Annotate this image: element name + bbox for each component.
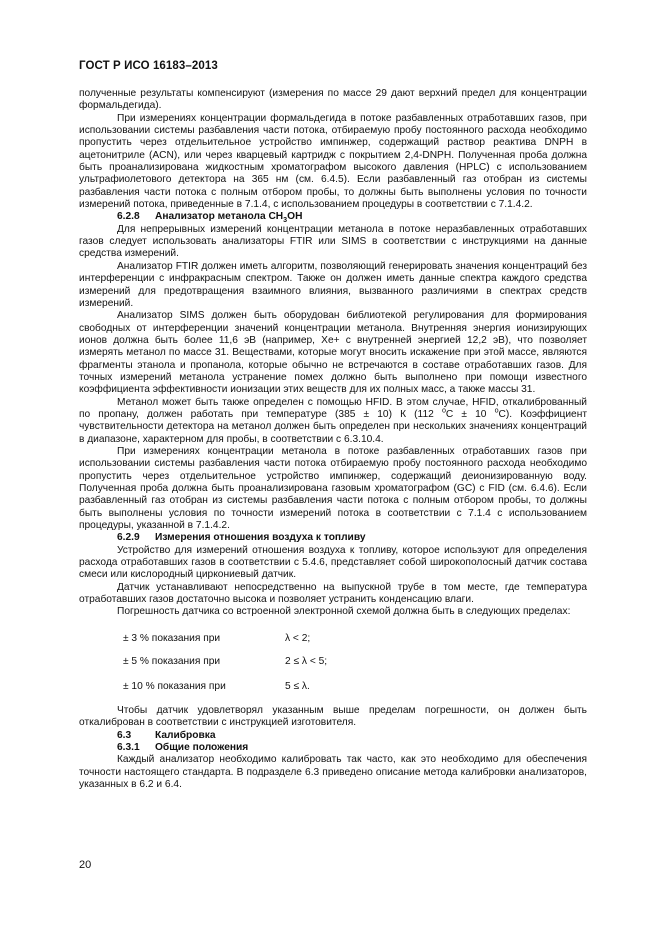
paragraph: Анализатор SIMS должен быть оборудован библиотекой регулирования для формирования свободных от интерференции значений концентрации метанола. Внутренняя энергия ионизирующих ионов должна быть более 11,6 эВ (например, Xe+ с внутренней энергией 12,2 эВ), что позволяет измерять метанол по массе 31. Веществами, которые могут вносить искажение при этой массе, являются фрагменты этанола и пропанола, которые обычно не встречаются в составе отработавших газов. Для точных измерений метанола устранение помех должно быть выполнено при помощи известного коэффициента эффективности ионизации этих веществ для их полных масс, а также массы 31.	[79, 310, 587, 396]
accuracy-condition: λ < 2;	[285, 632, 311, 644]
paragraph: Метанол может быть также определен с помощью HFID. В этом случае, HFID, откалиброванный по пропану, должен работать при температуре (385 ± 10) К (112 $^o$C ± 10 $^o$C). Коэффициент чувствительности детектора на метанол должен быть определен при нескольких значениях концентраций в диапазоне, характерном для пробы, в соответствии с 6.3.10.4.	[79, 396, 587, 445]
section-heading-6-3-1	[79, 742, 587, 754]
section-number: 6.2.9	[117, 532, 140, 544]
paragraph: Чтобы датчик удовлетворял указанным выше пределам погрешности, он должен быть откалиброван в соответствии с инструкцией изготовителя.	[79, 704, 587, 729]
accuracy-row	[79, 656, 587, 668]
document-body	[79, 88, 587, 791]
accuracy-condition: 5 ≤ λ.	[285, 681, 310, 693]
paragraph: При измерениях концентрации формальдегида в потоке разбавленных отработавших газов, при использовании системы разбавления части потока, отбираемую пробу постоянного расхода необходимо пропустить через отдельительное устройство импинжер, содержащий раствор реактива DNPH в ацетонитриле (ACN), или через кварцевый картридж с покрытием 2,4-DNPH. Полученная проба должна быть проанализирована жидкостным хроматографом высокого давления (HPLC) с использованием ультрафиолетового детектора на 365 нм (см. 6.4.5). Если разбавленный газ отобран из системы разбавления части потока с полным отбором пробы, то должны быть выполнены условия по точности измерений потока, приведенные в 7.1.4, с использованием процедуры в соответствии с 7.1.4.2.	[79, 112, 587, 211]
accuracy-row	[79, 681, 587, 693]
section-title: Измерения отношения воздуха к топливу	[155, 532, 366, 544]
accuracy-row	[79, 633, 587, 645]
section-number: 6.3.1	[117, 741, 140, 753]
paragraph: При измерениях концентрации метанола в потоке разбавленных отработавших газов при использовании системы разбавления части потока отбираемую пробу постоянного расхода необходимо пропустить через отдельительное устройство импинжер, содержащий деионизированную воду. Полученная проба должна быть проанализирована газовым хроматографом (GC) с FID (см. 6.4.6). Если разбавленный газ отобран из системы разбавления части потока с полным отбором пробы, то должны быть выполнены условия по точности измерений потока в соответствии с 7.1.4 с использованием процедуры, указанной в 7.1.4.2.	[79, 445, 587, 532]
section-number: 6.2.8	[117, 211, 140, 223]
paragraph: Каждый анализатор необходимо калибровать так часто, как это необходимо для обеспечения точности настоящего стандарта. В подразделе 6.3 приведено описание метода калибровки анализаторов, указанных в 6.2 и 6.4.	[79, 754, 587, 790]
paragraph: Погрешность датчика со встроенной электронной схемой должна быть в следующих пределах:	[117, 606, 571, 618]
accuracy-value: ± 5 % показания при	[123, 656, 221, 668]
section-heading-6-2-8	[79, 211, 587, 223]
accuracy-value: ± 3 % показания при	[123, 632, 221, 644]
section-title: Анализатор метанола $CH_3OH$	[155, 211, 303, 225]
accuracy-condition: 2 ≤ λ < 5;	[285, 656, 328, 668]
section-heading-6-3	[79, 730, 587, 742]
paragraph: Для непрерывных измерений концентрации метанола в потоке неразбавленных отработавших газов следует использовать анализаторы FTIR или SIMS в соответствии с инструкциями на данные средства измерений.	[79, 223, 587, 260]
section-heading-6-2-9	[79, 532, 587, 544]
accuracy-value: ± 10 % показания при	[123, 681, 226, 693]
section-title: Калибровка	[155, 729, 216, 741]
document-header: ГОСТ Р ИСО 16183–2013	[79, 60, 218, 72]
section-number: 6.3	[117, 729, 132, 741]
paragraph: Анализатор FTIR должен иметь алгоритм, позволяющий генерировать значения концентраций без интерференции с инфракрасным спектром. Также он должен иметь данные спектра каждого средства измерений для предотвращения взаимного влияния, вызванного различиями в спектрах средств измерений.	[79, 260, 587, 309]
paragraph: полученные результаты компенсируют (измерения по массе 29 дают верхний предел для концентрации формальдегида).	[79, 88, 587, 112]
section-title: Общие положения	[155, 741, 249, 753]
paragraph: Устройство для измерений отношения воздуха к топливу, которое используют для определения расхода отработавших газов в соответствии с 5.4.6, представляет собой широкополосный датчик состава смеси или кислородный циркониевый датчик.	[79, 544, 587, 581]
page-number: 20	[79, 859, 92, 871]
paragraph: Датчик устанавливают непосредственно на выпускной трубе в том месте, где температура отработавших газов достаточно высока и позволяет устранить конденсацию влаги.	[79, 581, 587, 606]
